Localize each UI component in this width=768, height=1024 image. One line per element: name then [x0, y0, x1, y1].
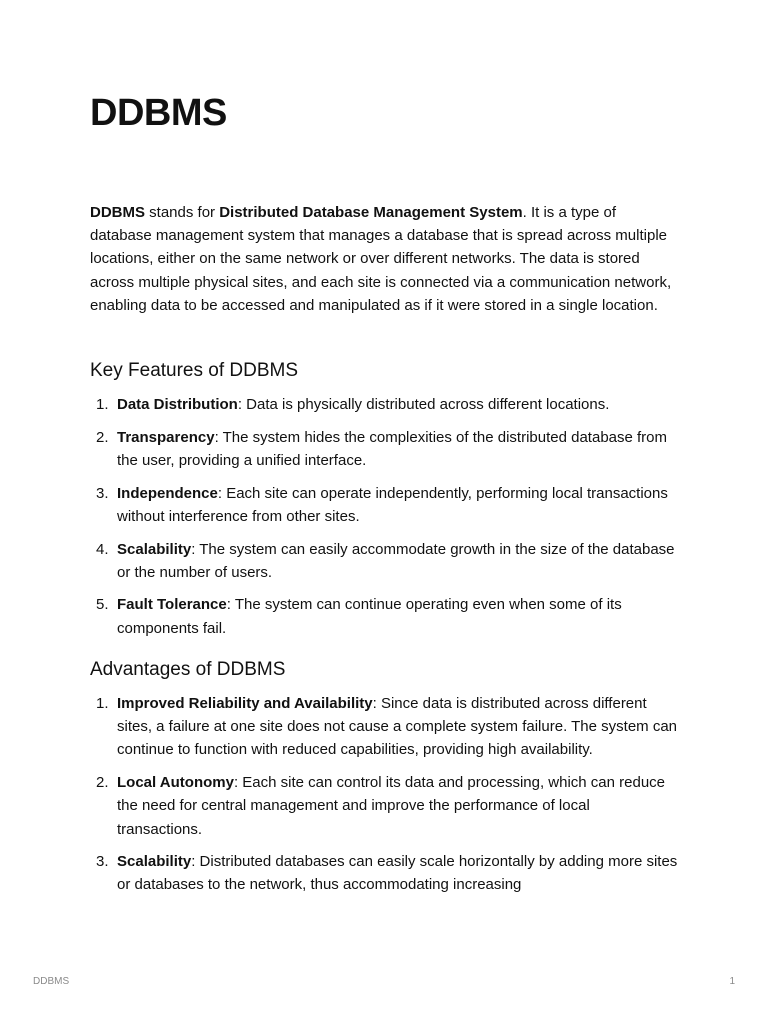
feature-description: : The system can continue operating even when some of its components fail.: [117, 596, 622, 637]
advantage-description: : Distributed databases can easily scale horizontally by adding more sites or databases to the network, thus accommodating increasing: [117, 853, 678, 894]
advantage-term: Scalability: [117, 853, 192, 871]
feature-description: : The system hides the complexities of the distributed database from the user, providing a unified interface.: [117, 428, 668, 469]
intro-full-name: Distributed Database Management System: [219, 204, 523, 221]
advantage-term: Local Autonomy: [117, 774, 234, 792]
list-item: [90, 850, 678, 896]
feature-description: : The system can easily accommodate growth in the size of the database or the number of users.: [117, 540, 675, 581]
footer-document-name: DDBMS: [33, 976, 70, 987]
list-item: [90, 482, 678, 528]
intro-term: DDBMS: [90, 204, 145, 221]
key-features-heading: Key Features of DDBMS: [90, 360, 299, 381]
advantages-list: [90, 692, 678, 906]
list-item: [90, 771, 678, 841]
list-number: 5.: [96, 596, 109, 614]
footer-page-number: 1: [729, 976, 735, 987]
key-features-list: [90, 393, 678, 649]
list-item: [90, 538, 678, 584]
advantages-heading: Advantages of DDBMS: [90, 659, 286, 680]
advantage-term: Improved Reliability and Availability: [117, 695, 373, 712]
feature-term: Fault Tolerance: [117, 596, 227, 614]
advantage-description: : Each site can control its data and processing, which can reduce the need for central management and improve the performance of local transactions.: [117, 774, 666, 838]
list-item: [90, 393, 678, 416]
list-number: 1.: [96, 396, 109, 413]
list-number: 1.: [96, 695, 109, 712]
list-item: [90, 426, 678, 472]
list-number: 3.: [96, 853, 109, 871]
list-item: [90, 692, 678, 762]
feature-term: Transparency: [117, 428, 215, 446]
advantage-description: : Since data is distributed across different sites, a failure at one site does not cause a complete system failure. The system can continue to function with reduced capabilities, providing high availability.: [117, 695, 678, 759]
list-number: 2.: [96, 428, 109, 446]
page-title: DDBMS: [90, 92, 227, 134]
intro-text-1: stands for: [145, 204, 220, 221]
list-number: 4.: [96, 540, 109, 558]
feature-description: : Data is physically distributed across different locations.: [237, 396, 610, 413]
list-number: 2.: [96, 774, 109, 792]
intro-text-2: . It is a type of database management system that manages a database that is spread across multiple locations, either on the same network or over different networks. The data is stored across multiple physical sites, and each site is connected via a communication network, enabling data to be accessed and manipulated as if it were stored in a single location.: [90, 204, 672, 314]
feature-term: Independence: [117, 484, 218, 502]
feature-term: Scalability: [117, 540, 192, 558]
feature-term: Data Distribution: [117, 396, 238, 413]
intro-paragraph: [90, 201, 678, 317]
list-item: [90, 593, 678, 639]
feature-description: : Each site can operate independently, performing local transactions without interference from other sites.: [117, 484, 668, 525]
list-number: 3.: [96, 484, 109, 502]
